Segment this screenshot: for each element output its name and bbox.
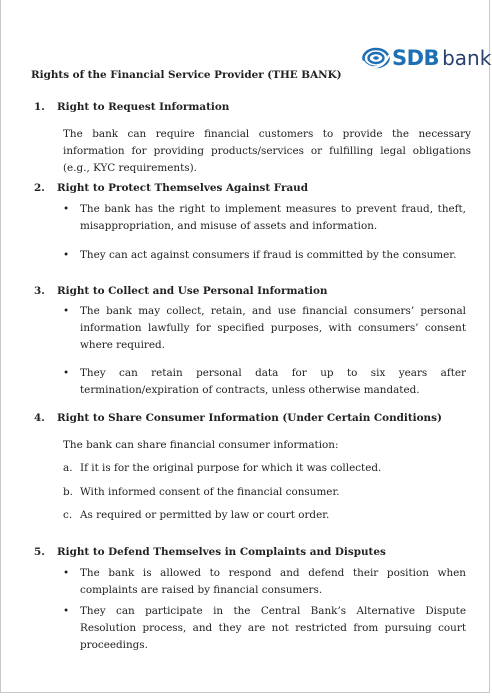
item-marker: b.: [63, 486, 73, 498]
section-number: 5.: [34, 546, 45, 558]
section-number: 2.: [34, 182, 45, 194]
section-number: 3.: [34, 285, 45, 297]
section-paragraph: The bank can require financial customers to provide the necessary information for providing products/services or fulfilling legal obligations (e.g., KYC requirements).: [63, 128, 471, 174]
section-heading: [31, 546, 386, 558]
section-title: Right to Defend Themselves in Complaints and Disputes: [57, 546, 386, 558]
section-title: Right to Share Consumer Information (Under Certain Conditions): [57, 412, 442, 424]
section-title: Right to Protect Themselves Against Fraud: [57, 182, 309, 194]
lettered-item: [63, 462, 382, 474]
item-marker: a.: [63, 462, 73, 474]
section-number: 1.: [34, 101, 45, 113]
section-heading: [31, 182, 308, 194]
section-paragraph: The bank can share financial consumer information:: [63, 439, 339, 451]
section-heading: [31, 285, 327, 297]
bullet-item: • They can participate in the Central Bank’s Alternative Dispute Resolution process, and they are not restricted from pursuing court proceedings.: [80, 603, 466, 654]
section-number: 4.: [34, 412, 45, 424]
section-heading: [31, 101, 229, 113]
logo-suffix: bank: [442, 46, 492, 70]
section-title: Right to Request Information: [57, 101, 230, 113]
document-title: Rights of the Financial Service Provider (THE BANK): [31, 69, 342, 81]
item-text: If it is for the original purpose for which it was collected.: [80, 462, 382, 474]
item-text: With informed consent of the financial consumer.: [80, 486, 340, 498]
bullet-item: • They can retain personal data for up to six years after termination/expiration of contracts, unless otherwise mandated.: [80, 365, 466, 399]
sdb-bank-logo: [362, 44, 491, 72]
item-marker: c.: [63, 509, 73, 521]
lettered-item: [63, 486, 340, 498]
bullet-item: • The bank has the right to implement measures to prevent fraud, theft, misappropriation, and misuse of assets and information.: [80, 201, 466, 235]
sdb-swirl-logo-icon: [362, 44, 390, 72]
lettered-item: [63, 509, 330, 521]
bullet-item: • They can act against consumers if fraud is committed by the consumer.: [80, 247, 466, 264]
bullet-item: • The bank may collect, retain, and use financial consumers’ personal information lawfully for specified purposes, with consumers’ consent where required.: [80, 303, 466, 354]
section-title: Right to Collect and Use Personal Information: [57, 285, 328, 297]
section-heading: [31, 412, 442, 424]
bullet-item: • The bank is allowed to respond and defend their position when complaints are raised by financial consumers.: [80, 565, 466, 599]
logo-brand: SDB: [392, 46, 440, 70]
item-text: As required or permitted by law or court order.: [80, 509, 330, 521]
